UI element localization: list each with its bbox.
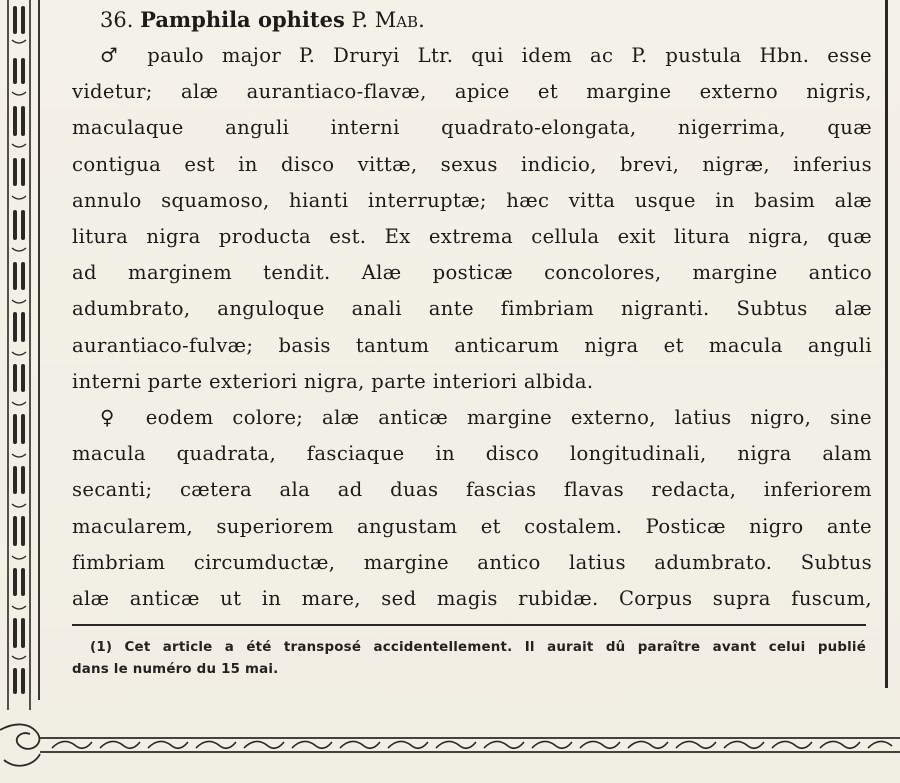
text-line: macula quadrata, fasciaque in disco longitudinali, nigra alam <box>72 442 872 466</box>
text-line: ♂ paulo major P. Druryi Ltr. qui idem ac P. pustula Hbn. esse <box>100 44 872 67</box>
text-line: ad marginem tendit. Alæ posticæ concolores, margine antico <box>72 261 872 285</box>
decorative-bottom-border <box>0 700 900 783</box>
inner-left-rule <box>38 0 40 700</box>
text-line: litura nigra producta est. Ex extrema cellula exit litura nigra, quæ <box>72 225 872 249</box>
text-line: aurantiaco-fulvæ; basis tantum anticarum nigra et macula anguli <box>72 333 872 357</box>
text-line: macularem, superiorem angustam et costalem. Posticæ nigro ante <box>72 514 872 538</box>
article-heading <box>100 2 872 38</box>
article-body <box>72 2 872 617</box>
text-line: videtur; alæ aurantiaco-flavæ, apice et margine externo nigris, <box>72 80 872 104</box>
text-line: maculaque anguli interni quadrato-elongata, nigerrima, quæ <box>72 116 872 140</box>
text-line: secanti; cætera ala ad duas fascias flavas redacta, inferiorem <box>72 478 872 502</box>
species-author: P. Mab. <box>351 8 425 32</box>
text-line: alæ anticæ ut in mare, sed magis rubidæ. Corpus supra fuscum, <box>72 587 872 611</box>
decorative-left-border <box>0 0 40 710</box>
article-number: 36. <box>100 8 134 32</box>
text-line: ♀ eodem colore; alæ anticæ margine externo, latius nigro, sine <box>100 406 872 430</box>
text-line: interni parte exteriori nigra, parte interiori albida. <box>72 369 594 393</box>
text-line: adumbrato, anguloque anali ante fimbriam nigranti. Subtus alæ <box>72 297 872 321</box>
male-description <box>72 38 872 400</box>
text-line: annulo squamoso, hianti interruptæ; hæc vitta usque in basim alæ <box>72 188 872 212</box>
text-line: contigua est in disco vittæ, sexus indicio, brevi, nigræ, inferius <box>72 152 872 176</box>
footnote <box>72 637 866 681</box>
footnote-line: dans le numéro du 15 mai. <box>72 662 279 677</box>
female-description <box>72 400 872 617</box>
right-frame-rule <box>885 0 888 688</box>
species-name: Pamphila ophites <box>140 7 345 32</box>
footnote-rule <box>72 624 866 626</box>
text-line: fimbriam circumductæ, margine antico latius adumbrato. Subtus <box>72 550 872 574</box>
footnote-line: (1) Cet article a été transposé accidentellement. Il aurait dû paraître avant celui publié <box>90 640 866 655</box>
